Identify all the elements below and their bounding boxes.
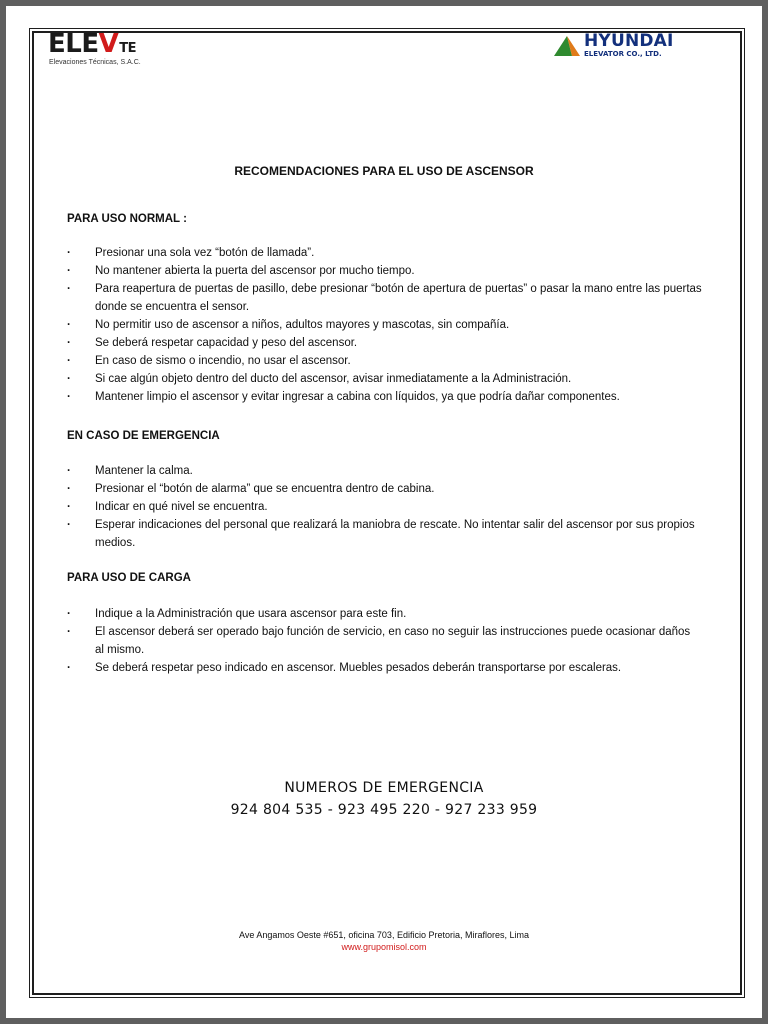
bullet: · [67,662,71,674]
item-text: Presionar el “botón de alarma” que se encuentra dentro de cabina. [95,483,435,495]
list-item [62,516,702,552]
hyundai-subtitle: ELEVATOR CO., LTD. [584,50,662,58]
item-text: El ascensor deberá ser operado bajo función de servicio, en caso no seguir las instrucciones puede ocasionar daños al mismo. [95,626,691,656]
logo-text-prefix: ELE [48,29,99,59]
bullet: · [67,608,71,620]
item-text: Mantener la calma. [95,465,193,477]
list-item [62,659,702,677]
item-text: Si cae algún objeto dentro del ducto del ascensor, avisar inmediatamente a la Administración. [95,373,572,385]
item-text: Esperar indicaciones del personal que realizará la maniobra de rescate. No intentar salir del ascensor por sus propios medios. [95,519,695,549]
list-item [62,605,702,623]
emergency-numbers: 924 804 535 - 923 495 220 - 927 233 959 [230,802,538,818]
bullet: · [67,626,71,638]
list-item [62,388,702,406]
emergency-heading: NUMEROS DE EMERGENCIA [284,780,484,796]
list-item [62,480,702,498]
document-title: RECOMENDACIONES PARA EL USO DE ASCENSOR [234,164,534,178]
item-text: No mantener abierta la puerta del ascensor por mucho tiempo. [95,265,415,277]
logo-text-suffix: TE [119,41,136,56]
list-item [62,352,702,370]
bullet: · [67,519,71,531]
list-item [62,280,702,316]
item-text: Indicar en qué nivel se encuentra. [95,501,268,513]
document-page [6,6,762,1018]
item-text: En caso de sismo o incendio, no usar el ascensor. [95,355,351,367]
list-item [62,262,702,280]
list-item [62,244,702,262]
list-item [62,370,702,388]
item-text: Mantener limpio el ascensor y evitar ingresar a cabina con líquidos, ya que podría dañar componentes. [95,391,620,403]
elevate-logo-subtitle: Elevaciones Técnicas, S.A.C. [49,59,141,66]
section-heading-carga: PARA USO DE CARGA [67,572,191,584]
section-heading-uso-normal: PARA USO NORMAL : [67,213,187,225]
bullet: · [67,355,71,367]
item-text: Presionar una sola vez “botón de llamada”. [95,247,315,259]
section-heading-emergencia: EN CASO DE EMERGENCIA [67,430,220,442]
item-text: Se deberá respetar capacidad y peso del ascensor. [95,337,358,349]
footer-address: Ave Angamos Oeste #651, oficina 703, Edificio Pretoria, Miraflores, Lima [239,930,529,940]
hyundai-triangle-icon [554,34,582,56]
item-text: No permitir uso de ascensor a niños, adultos mayores y mascotas, sin compañía. [95,319,510,331]
bullet: · [67,247,71,259]
hyundai-brand: HYUNDAI [584,31,674,51]
bullet: · [67,373,71,385]
bullet: · [67,483,71,495]
list-item [62,498,702,516]
list-carga [62,605,702,677]
list-item [62,334,702,352]
item-text: Se deberá respetar peso indicado en ascensor. Muebles pesados deberán transportarse por escaleras. [95,662,622,674]
bullet: · [67,337,71,349]
footer-website-link[interactable]: www.grupomisol.com [341,942,427,952]
bullet: · [67,265,71,277]
logo-text-v: V [98,29,119,59]
list-item [62,623,702,659]
bullet: · [67,501,71,513]
elevate-logo [48,30,228,70]
bullet: · [67,283,71,295]
list-item [62,462,702,480]
hyundai-logo [554,32,684,62]
list-uso-normal [62,244,702,406]
bullet: · [67,465,71,477]
bullet: · [67,319,71,331]
item-text: Para reapertura de puertas de pasillo, debe presionar “botón de apertura de puertas” o pasar la mano entre las puertas donde se encuentra el sensor. [95,283,702,313]
list-emergencia [62,462,702,552]
bullet: · [67,391,71,403]
item-text: Indique a la Administración que usara ascensor para este fin. [95,608,407,620]
list-item [62,316,702,334]
